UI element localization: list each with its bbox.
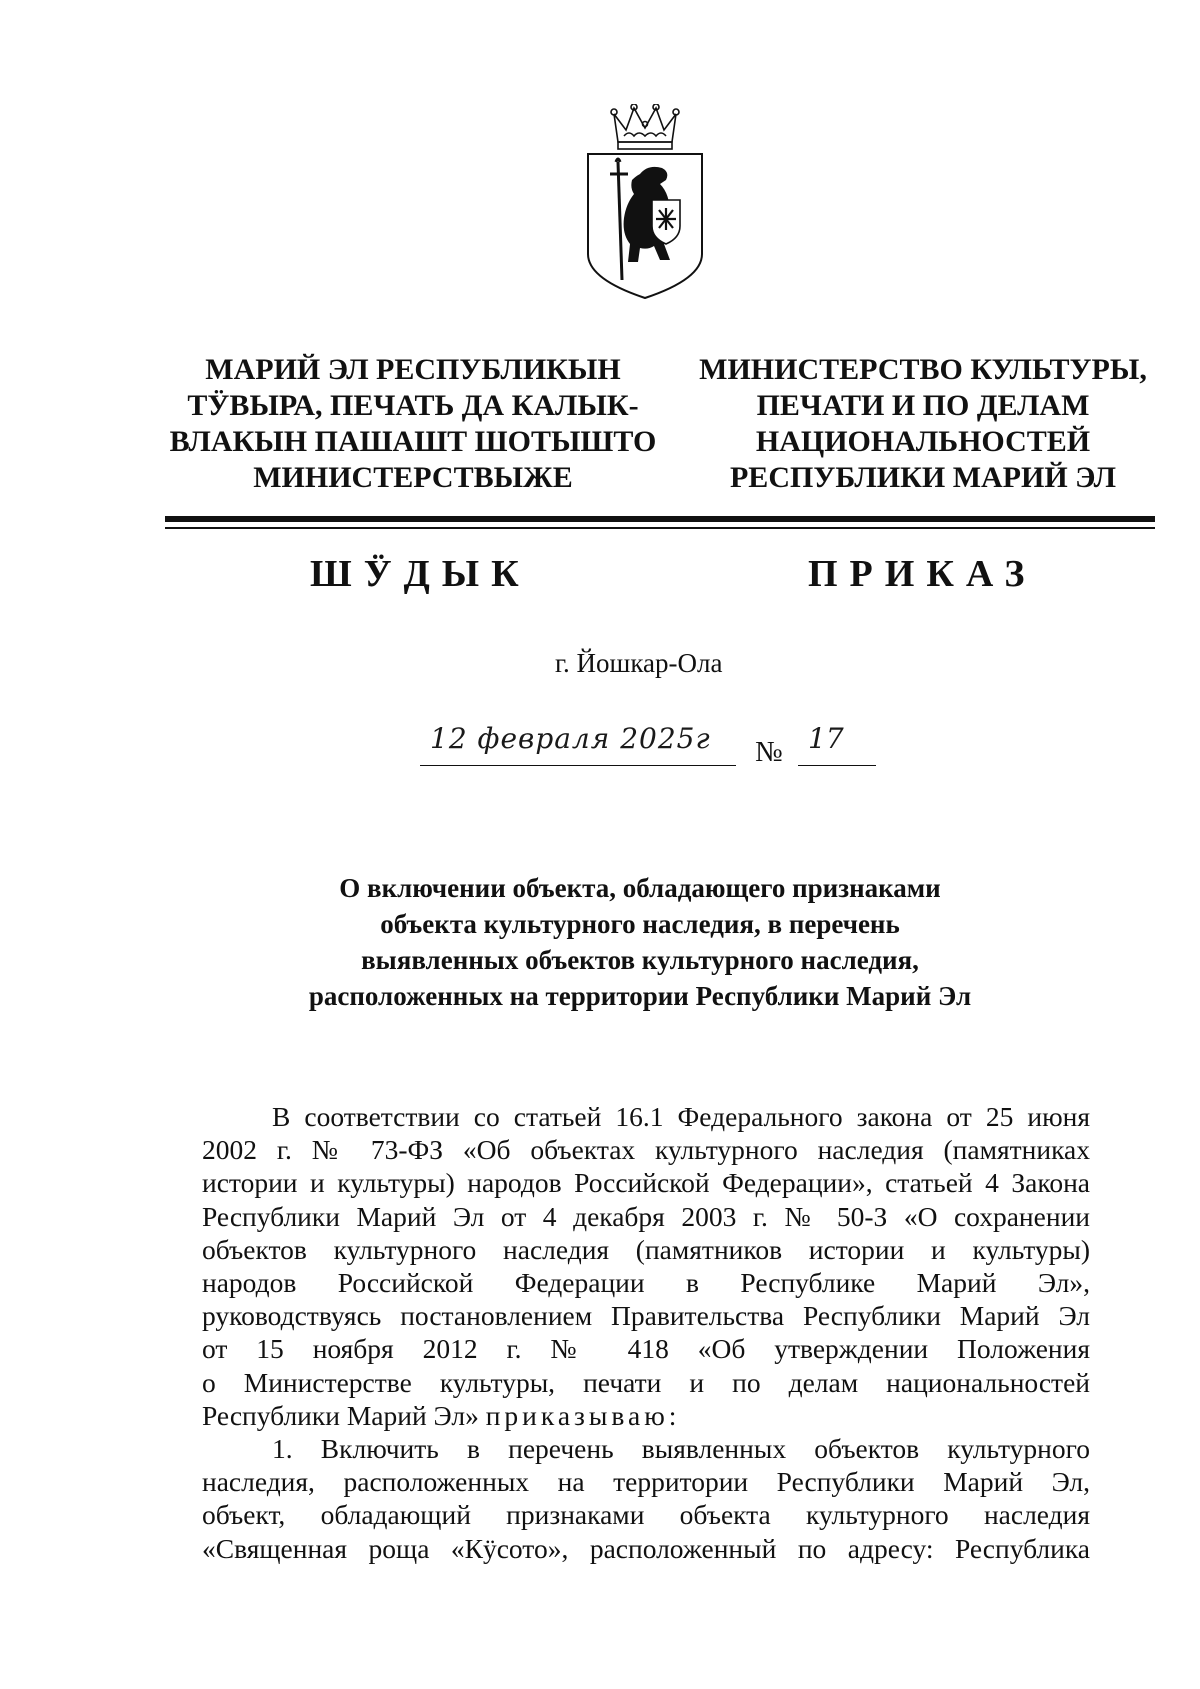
header-mari-line: ВЛАКЫН ПАШАШТ ШОТЫШТО <box>169 425 657 458</box>
body-line: объектов культурного наследия (памятников истории и культуры) <box>202 1233 1090 1265</box>
body-line: руководствуясь постановлением Правительства Республики Марий Эл <box>202 1300 1090 1332</box>
order-title-russian: ПРИКАЗ <box>808 553 1037 595</box>
header-mari-line: ТӰВЫРА, ПЕЧАТЬ ДА КАЛЫК- <box>187 389 639 422</box>
order-body <box>202 1100 1090 1565</box>
number-label: № <box>755 736 783 768</box>
date-field <box>420 720 740 770</box>
subject-line: расположенных на территории Республики Марий Эл <box>308 981 972 1011</box>
body-line: о Министерстве культуры, печати и по делам национальностей <box>202 1366 1090 1398</box>
order-word: приказываю: <box>485 1399 681 1431</box>
header-divider-thin <box>165 527 1155 529</box>
date-underline <box>420 765 736 767</box>
body-line-last <box>202 1399 1090 1432</box>
body-line: 1. Включить в перечень выявленных объектов культурного <box>272 1433 1090 1465</box>
header-mari <box>168 352 658 496</box>
order-title-mari: ШӰДЫК <box>310 553 531 595</box>
subject-line: выявленных объектов культурного наследия, <box>361 945 919 975</box>
header-russian-line: МИНИСТЕРСТВО КУЛЬТУРЫ, <box>699 353 1147 386</box>
header-russian-line: НАЦИОНАЛЬНОСТЕЙ <box>755 425 1091 458</box>
header-mari-line: МАРИЙ ЭЛ РЕСПУБЛИКЫН <box>205 353 621 386</box>
body-line: объект, обладающий признаками объекта культурного наследия <box>202 1499 1090 1531</box>
order-subject <box>240 870 1040 1014</box>
header-mari-line: МИНИСТЕРСТВЫЖЕ <box>253 461 573 494</box>
body-line: «Священная роща «Кӱсото», расположенный по адресу: Республика <box>202 1532 1090 1564</box>
subject-line: О включении объекта, обладающего признаками <box>339 873 941 903</box>
header-russian-line: ПЕЧАТИ И ПО ДЕЛАМ <box>756 389 1090 422</box>
body-line: 2002 г. № 73-ФЗ «Об объектах культурного наследия (памятниках <box>202 1134 1090 1166</box>
handwritten-number: 17 <box>808 722 844 755</box>
body-line: В соответствии со статьей 16.1 Федерального закона от 25 июня <box>272 1101 1090 1132</box>
number-underline <box>798 765 876 767</box>
subject-line: объекта культурного наследия, в перечень <box>380 909 900 939</box>
header-russian-line: РЕСПУБЛИКИ МАРИЙ ЭЛ <box>729 461 1116 494</box>
body-line: истории и культуры) народов Российской Федерации», статьей 4 Закона <box>202 1167 1090 1199</box>
city-name: г. Йошкар-Ола <box>555 648 723 678</box>
header-russian <box>698 352 1148 496</box>
body-line: Республики Марий Эл от 4 декабря 2003 г. № 50-З «О сохранении <box>202 1200 1090 1232</box>
header-divider-thick <box>165 516 1155 522</box>
body-text: Республики Марий Эл» <box>202 1399 479 1431</box>
body-line: наследия, расположенных на территории Республики Марий Эл, <box>202 1466 1090 1498</box>
body-line: от 15 ноября 2012 г. № 418 «Об утверждении Положения <box>202 1333 1090 1365</box>
body-line: народов Российской Федерации в Республике Марий Эл», <box>202 1267 1090 1299</box>
handwritten-date: 12 февраля 2025г <box>430 722 711 755</box>
marij-el-coat-of-arms-icon <box>580 104 710 300</box>
number-field <box>798 720 876 770</box>
